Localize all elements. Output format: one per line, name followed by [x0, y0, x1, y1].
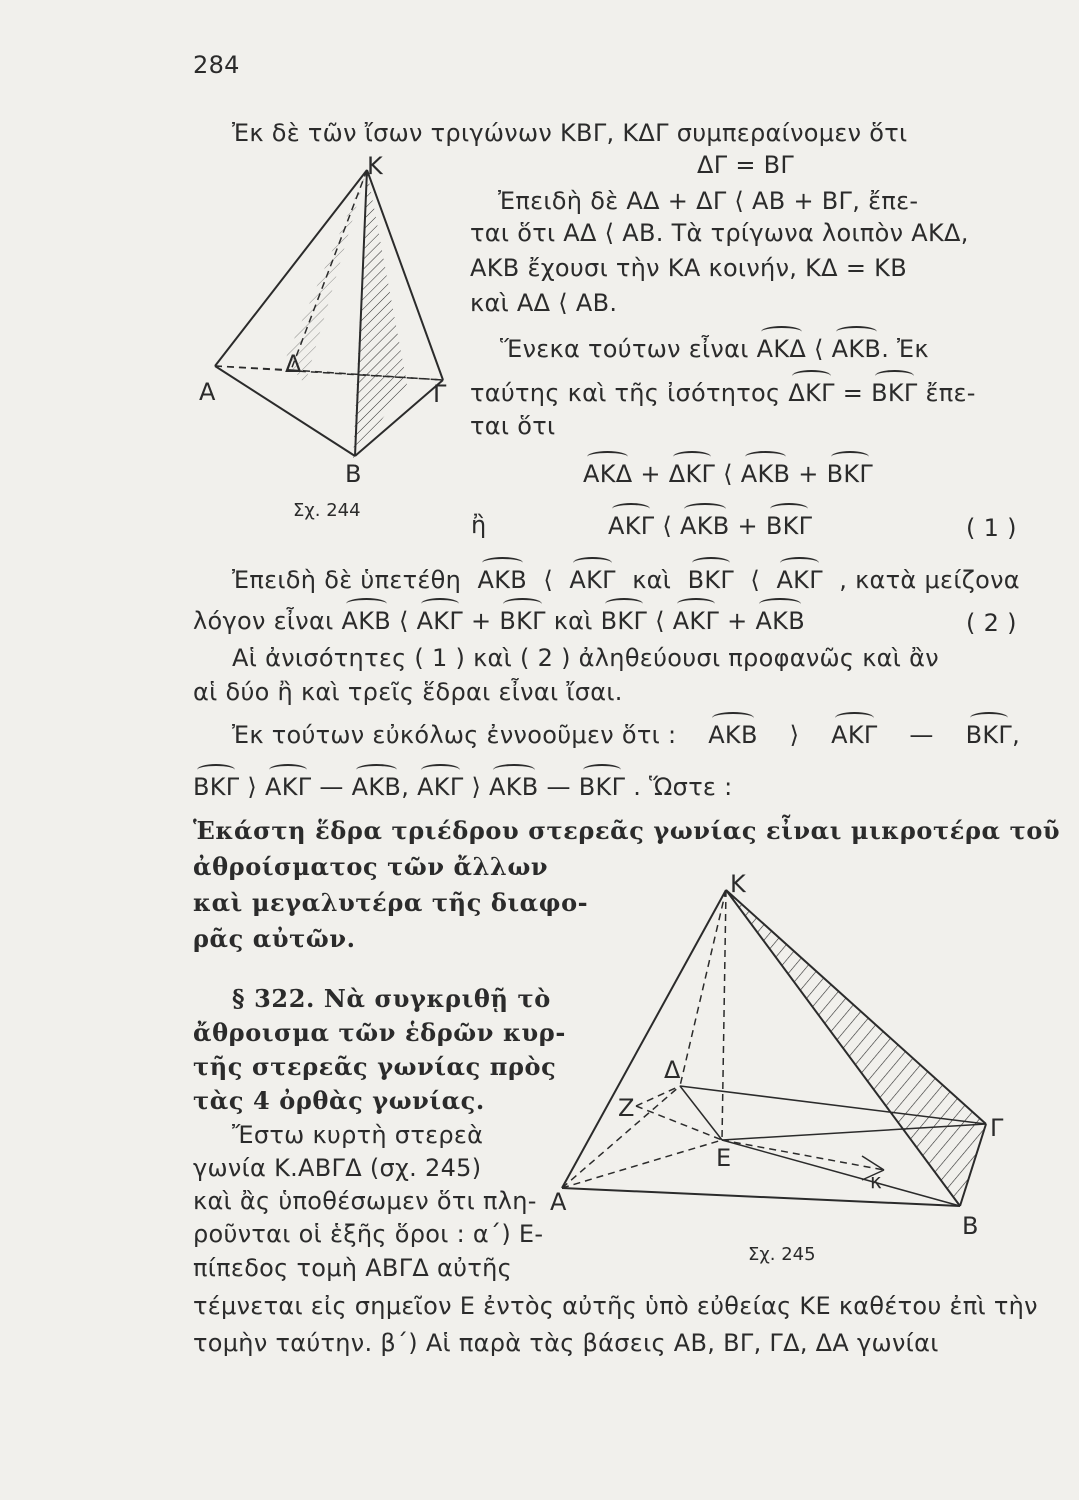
- figure-244: [195, 152, 455, 560]
- text-line: Ἔστω κυρτὴ στερεὰ: [232, 1121, 484, 1149]
- theorem-line: καὶ μεγαλυτέρα τῆς διαφο-: [193, 888, 589, 917]
- section-heading: τῆς στερεᾶς γωνίας πρὸς: [193, 1052, 557, 1081]
- text-line: γωνία Κ.ΑΒΓΔ (σχ. 245): [193, 1154, 482, 1182]
- page-number: 284: [193, 51, 240, 79]
- text-line: ται ὅτι: [470, 412, 556, 440]
- vertex-label: Α: [199, 378, 216, 406]
- vertex-label: κ: [870, 1169, 882, 1193]
- figure-caption: Σχ. 245: [748, 1244, 816, 1265]
- text-line: ΑΚΒ ἔχουσι τὴν ΚΑ κοινήν, ΚΔ = ΚΒ: [470, 254, 907, 282]
- vertex-label: Κ: [367, 152, 383, 180]
- section-heading: ἄθροισμα τῶν ἑδρῶν κυρ-: [193, 1018, 566, 1047]
- text-line: τέμνεται εἰς σημεῖον Ε ἐντὸς αὐτῆς ὑπὸ εὐθείας ΚΕ καθέτου ἐπὶ τὴν: [193, 1292, 1038, 1320]
- text-line: καὶ ἂς ὑποθέσωμεν ὅτι πλη-: [193, 1187, 537, 1215]
- text-line: Ἐκ δὲ τῶν ἴσων τριγώνων ΚΒΓ, ΚΔΓ συμπεραίνομεν ὅτι: [232, 119, 908, 147]
- angle-symbol: ΑΚΒ: [831, 335, 882, 363]
- theorem-line: ἀθροίσματος τῶν ἄλλων: [193, 852, 549, 881]
- text-line: Ἐπειδὴ δὲ ὑπετέθη ΑΚΒ ⟨ ΑΚΓ καὶ ΒΚΓ ⟨ ΑΚΓ , κατὰ μείζονα: [232, 566, 1020, 594]
- vertex-label: Α: [550, 1188, 567, 1216]
- vertex-label: Γ: [990, 1114, 1004, 1142]
- inequality-line: ΑΚΓ ⟨ ΑΚΒ + ΒΚΓ: [608, 512, 813, 540]
- vertex-label: Κ: [730, 870, 746, 898]
- text-line: Ἕνεκα τούτων εἶναι ΑΚΔ ⟨ ΑΚΒ. Ἐκ: [500, 335, 929, 363]
- vertex-label: Β: [962, 1212, 979, 1240]
- vertex-label: Ε: [716, 1144, 732, 1172]
- vertex-label: Δ: [664, 1056, 681, 1084]
- vertex-label: Ζ: [618, 1094, 635, 1122]
- text-line: τομὴν ταύτην. β΄) Αἱ παρὰ τὰς βάσεις ΑΒ, ΒΓ, ΓΔ, ΔΑ γωνίαι: [193, 1329, 939, 1357]
- section-heading: τὰς 4 ὀρθὰς γωνίας.: [193, 1086, 485, 1115]
- theorem-line: ρᾶς αὐτῶν.: [193, 924, 356, 953]
- figure-caption: Σχ. 244: [293, 500, 361, 521]
- vertex-label: Γ: [433, 380, 447, 408]
- text-line: Ἐπειδὴ δὲ ΑΔ + ΔΓ ⟨ ΑΒ + ΒΓ, ἔπε-: [498, 187, 919, 215]
- text-line: καὶ ΑΔ ⟨ ΑΒ.: [470, 289, 618, 317]
- text-line: ται ὅτι ΑΔ ⟨ ΑΒ. Τὰ τρίγωνα λοιπὸν ΑΚΔ,: [470, 219, 969, 247]
- vertex-label: Β: [345, 460, 362, 488]
- vertex-label: Δ: [285, 350, 302, 378]
- text-line: Αἱ ἀνισότητες ( 1 ) καὶ ( 2 ) ἀληθεύουσι προφανῶς καὶ ἂν: [232, 644, 939, 672]
- text-line: ροῦνται οἱ ἑξῆς ὅροι : α΄) Ε-: [193, 1220, 544, 1248]
- text-line: πίπεδος τομὴ ΑΒΓΔ αὐτῆς: [193, 1254, 512, 1282]
- inequality-line: ΑΚΔ + ΔΚΓ ⟨ ΑΚΒ + ΒΚΓ: [583, 460, 874, 488]
- shaded-face: [726, 890, 986, 1206]
- text-line: λόγον εἶναι ΑΚΒ ⟨ ΑΚΓ + ΒΚΓ καὶ ΒΚΓ ⟨ ΑΚΓ + ΑΚΒ: [193, 607, 805, 635]
- angle-symbol: ΔΚΓ: [788, 379, 835, 407]
- equation-number: ( 1 ): [966, 514, 1017, 542]
- section-heading: § 322. Νὰ συγκριθῇ τὸ: [232, 984, 551, 1013]
- text-line: αἱ δύο ἢ καὶ τρεῖς ἕδραι εἶναι ἴσαι.: [193, 678, 623, 706]
- equation-line: ΔΓ = ΒΓ: [697, 151, 795, 179]
- angle-symbol: ΑΚΔ: [756, 335, 807, 363]
- angle-symbol: ΒΚΓ: [871, 379, 918, 407]
- text-line: Ἐκ τούτων εὐκόλως ἐννοοῦμεν ὅτι : ΑΚΒ ⟩ ΑΚΓ — ΒΚΓ,: [232, 721, 1020, 749]
- text-line: ΒΚΓ ⟩ ΑΚΓ — ΑΚΒ, ΑΚΓ ⟩ ΑΚΒ — ΒΚΓ . Ὥστε :: [193, 773, 733, 801]
- theorem-line: Ἑκάστη ἕδρα τριέδρου στερεᾶς γωνίας εἶναι μικροτέρα τοῦ: [193, 816, 1061, 845]
- inequality-connector: ἢ: [471, 511, 487, 539]
- figure-245: [550, 868, 1030, 1268]
- equation-number: ( 2 ): [966, 609, 1017, 637]
- text-line: ταύτης καὶ τῆς ἰσότητος ΔΚΓ = ΒΚΓ ἔπε-: [470, 379, 976, 407]
